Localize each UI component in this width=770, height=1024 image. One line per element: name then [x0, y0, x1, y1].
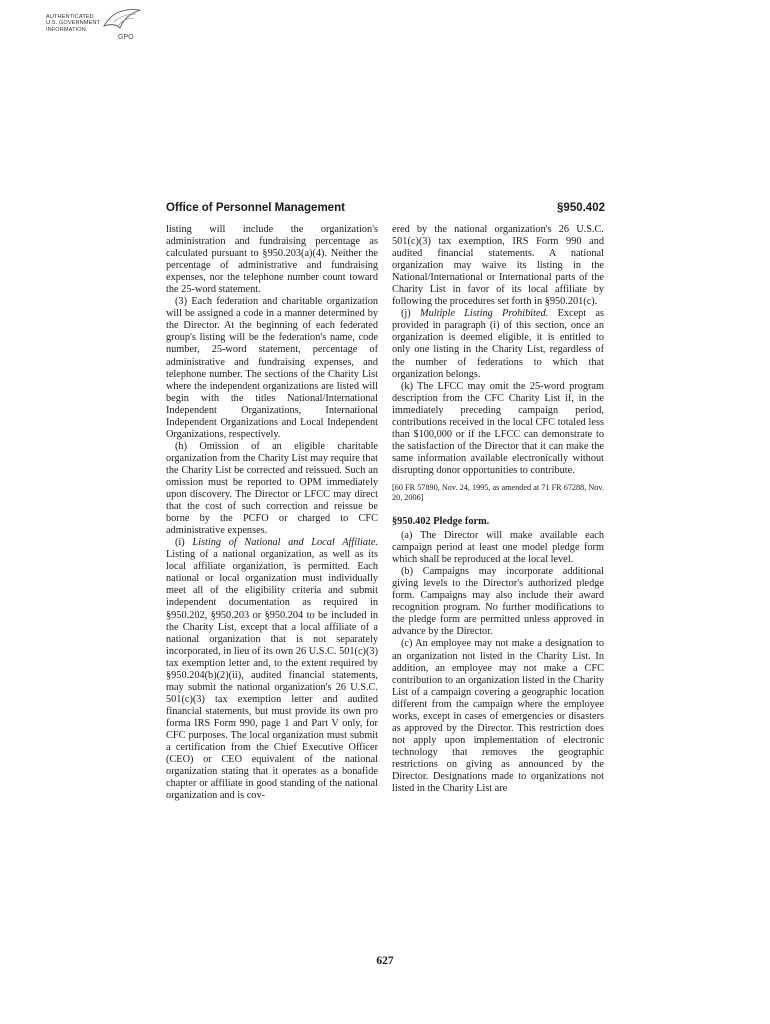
agency-title: Office of Personnel Management — [166, 202, 345, 214]
source-citation: [60 FR 57890, Nov. 24, 1995, as amended at 71 FR 67288, Nov. 20, 2006] — [392, 482, 604, 503]
paragraph-i-body: Listing of a national organization, as well as its local affiliate organization, is permitted. Each national or local organization must individually meet all of the eligibility criteria and submit independent documentation as required in §950.202, §950.203 or §950.204 to be included in the Charity List, except that a local affiliate of a national organization that is not separately incorporated, in lieu of its own 26 U.S.C. 501(c)(3) tax exemption letter and, to the extent required by §950.204(b)(2)(ii), audited financial statements, may submit the national organization's 26 U.S.C. 501(c)(3) tax exemption letter and audited financial statements, but must provide its own pro forma IRS Form 990, page 1 and Part V only, for CFC purposes. The local organization must submit a certification from the Chief Executive Officer (CEO) or CEO equivalent of the national organization stating that it operates as a bonafide chapter or affiliate in good standing of the national organization and is cov- — [166, 549, 378, 802]
section-number: §950.402 — [557, 202, 605, 214]
paragraph-i-title: Listing of National and Local Affiliate. — [192, 537, 379, 549]
paragraph-3: (3) Each federation and charitable organization will be assigned a code in a manner determined by the Director. At the beginning of each federated group's listing will be the federation's name, code number, 25-word statement, percentage of administrative and fundraising expenses, and telephone number. The sections of the Charity List where the independent organizations are listed will begin with the titles National/International Independent Organizations, International Independent Organizations and Local Independent Organizations, respectively. — [166, 296, 378, 440]
paragraph-j — [392, 308, 604, 380]
seal-text — [46, 14, 100, 33]
left-column — [166, 224, 378, 802]
seal-line-1: AUTHENTICATED — [46, 14, 94, 20]
right-column — [392, 224, 604, 795]
gpo-authentication-seal — [22, 6, 140, 46]
eagle-icon — [100, 6, 142, 34]
running-header — [166, 202, 605, 218]
gpo-mark: GPO — [118, 34, 134, 41]
paragraph-k: (k) The LFCC may omit the 25-word program description from the CFC Charity List if, in the immediately preceding campaign period, contributions received in the local CFC totaled less than $100,000 or if the LFCC can demonstrate to the satisfaction of the Director that it can make the same information available electronically without disrupting donor opportunities to contribute. — [392, 380, 604, 476]
paragraph-i-continued: ered by the national organization's 26 U.S.C. 501(c)(3) tax exemption, IRS Form 990 and audited financial statements. A national organization may waive its listing in the National/International or International parts of the Charity List in favor of its local affiliate by following the procedures set forth in §950.201(c). — [392, 224, 604, 308]
paragraph-c: (c) An employee may not make a designation to an organization not listed in the Charity List. In addition, an employee may not make a CFC contribution to an organization listed in the Charity List of a campaign covering a geographic location different from the campaign where the employee works, except in cases of emergencies or disasters as approved by the Director. This restriction does not apply upon implementation of electronic technology that removes the geographic restrictions on giving as announced by the Director. Designations made to organizations not listed in the Charity List are — [392, 638, 604, 795]
paragraph-b: (b) Campaigns may incorporate additional giving levels to the Director's authorized pledge form. Campaigns may also include their award recognition program. No further modifications to the pledge form are permitted unless approved in advance by the Director. — [392, 566, 604, 638]
seal-line-2: U.S. GOVERNMENT — [46, 20, 101, 27]
paragraph-j-title: Multiple Listing Prohibited. — [420, 308, 549, 320]
paragraph-i-label: (i) — [175, 537, 185, 549]
seal-line-3: INFORMATION — [46, 26, 86, 33]
paragraph-listing-continued: listing will include the organization's administration and fundraising percentage as calculated pursuant to §950.203(a)(4). Neither the percentage of administrative and fundraising expenses, nor the telephone number count toward the 25-word statement. — [166, 224, 378, 296]
paragraph-i — [166, 537, 378, 802]
paragraph-h: (h) Omission of an eligible charitable organization from the Charity List may require that the Charity List be corrected and reissued. Such an omission must be reported to OPM immediately upon discovery. The Director or LFCC may direct that the cost of such correction and reissue be borne by the PCFO or charged to CFC administrative expenses. — [166, 440, 378, 537]
page-number: 627 — [376, 955, 394, 967]
paragraph-j-label: (j) — [401, 308, 411, 320]
paragraph-a: (a) The Director will make available each campaign period at least one model pledge form which shall be reproduced at the local level. — [392, 530, 604, 566]
section-heading: §950.402 Pledge form. — [392, 515, 490, 527]
paragraph-j-body: Except as provided in paragraph (i) of this section, once an organization is deemed eligible, it is entitled to only one listing in the Charity List, regardless of the number of federations to which that organization belongs. — [392, 308, 604, 380]
